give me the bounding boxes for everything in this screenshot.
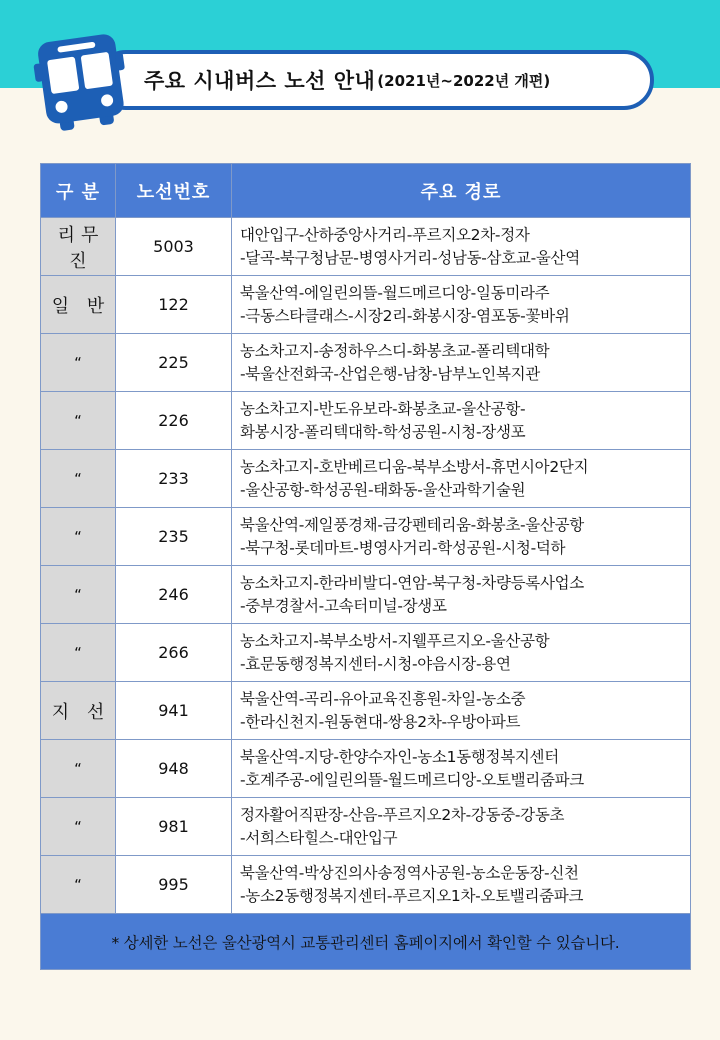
- route-path: [232, 392, 691, 450]
- table-row: [41, 740, 691, 798]
- table-row: [41, 682, 691, 740]
- route-path-line: 정자활어직판장-산음-푸르지오2차-강동중-강동초: [240, 805, 565, 824]
- bus-icon: [32, 28, 128, 132]
- route-category: “: [41, 740, 116, 798]
- table-row: [41, 624, 691, 682]
- route-number: 948: [116, 740, 232, 798]
- page-title: 주요 시내버스 노선 안내: [144, 69, 376, 93]
- route-path-line: 북울산역-지당-한양수자인-농소1동행정복지센터: [240, 747, 559, 766]
- page-subtitle: (2021년~2022년 개편): [377, 71, 551, 90]
- route-path-line: -울산공항-학성공원-태화동-울산과학기술원: [240, 480, 526, 499]
- route-path: [232, 276, 691, 334]
- table-row: [41, 450, 691, 508]
- route-path: [232, 682, 691, 740]
- route-path-line: 북울산역-곡리-유아교육진흥원-차일-농소중: [240, 689, 526, 708]
- route-path-line: 농소차고지-한라비발디-연암-북구청-차량등록사업소: [240, 573, 584, 592]
- table-row: [41, 508, 691, 566]
- route-category: “: [41, 624, 116, 682]
- route-path-line: 농소차고지-북부소방서-지웰푸르지오-울산공항: [240, 631, 550, 650]
- route-path: [232, 624, 691, 682]
- route-category: “: [41, 856, 116, 914]
- footer-row: [41, 914, 691, 970]
- route-number: 981: [116, 798, 232, 856]
- route-path-line: 농소차고지-송정하우스디-화봉초교-폴리텍대학: [240, 341, 550, 360]
- bus-route-table: [40, 163, 691, 970]
- route-path-line: 북울산역-박상진의사송정역사공원-농소운동장-신천: [240, 863, 579, 882]
- route-path-line: -달곡-북구청남문-병영사거리-성남동-삼호교-울산역: [240, 248, 580, 267]
- route-number: 995: [116, 856, 232, 914]
- route-path-line: 농소차고지-반도유보라-화봉초교-울산공항-: [240, 399, 526, 418]
- route-path: [232, 856, 691, 914]
- table-row: [41, 856, 691, 914]
- route-number: 5003: [116, 218, 232, 276]
- route-category: “: [41, 334, 116, 392]
- route-category: “: [41, 392, 116, 450]
- table-header-row: [41, 164, 691, 218]
- route-path-line: -중부경찰서-고속터미널-장생포: [240, 596, 447, 615]
- route-category: 리무진: [41, 218, 116, 276]
- route-path-line: -북울산전화국-산업은행-남창-남부노인복지관: [240, 364, 540, 383]
- route-path-line: 북울산역-제일풍경채-금강펜테리움-화봉초-울산공항: [240, 515, 584, 534]
- table-row: [41, 334, 691, 392]
- route-number: 235: [116, 508, 232, 566]
- route-number: 226: [116, 392, 232, 450]
- route-path: [232, 508, 691, 566]
- route-number: 246: [116, 566, 232, 624]
- route-path-line: 대안입구-산하중앙사거리-푸르지오2차-정자: [240, 225, 530, 244]
- route-path: [232, 740, 691, 798]
- route-category: 지 선: [41, 682, 116, 740]
- route-category: “: [41, 798, 116, 856]
- route-number: 225: [116, 334, 232, 392]
- route-path-line: -농소2동행정복지센터-푸르지오1차-오토밸리줌파크: [240, 886, 584, 905]
- route-path: [232, 450, 691, 508]
- route-path-line: -효문동행정복지센터-시청-야음시장-용연: [240, 654, 511, 673]
- table-row: [41, 798, 691, 856]
- route-path-line: -극동스타클래스-시장2리-화봉시장-염포동-꽃바위: [240, 306, 570, 325]
- route-number: 233: [116, 450, 232, 508]
- header-main-route: 주요 경로: [232, 164, 691, 218]
- route-number: 122: [116, 276, 232, 334]
- route-path: [232, 798, 691, 856]
- header-route-number: 노선번호: [116, 164, 232, 218]
- route-path-line: -북구청-롯데마트-병영사거리-학성공원-시청-덕하: [240, 538, 566, 557]
- route-category: “: [41, 450, 116, 508]
- route-path-line: -호계주공-에일린의뜰-월드메르디앙-오토밸리줌파크: [240, 770, 584, 789]
- route-path-line: 농소차고지-호반베르디움-북부소방서-휴먼시아2단지: [240, 457, 589, 476]
- table-row: [41, 218, 691, 276]
- route-path: [232, 566, 691, 624]
- table-row: [41, 566, 691, 624]
- header-category: 구 분: [41, 164, 116, 218]
- route-number: 266: [116, 624, 232, 682]
- title-banner: [96, 50, 654, 110]
- footer-note: * 상세한 노선은 울산광역시 교통관리센터 홈페이지에서 확인할 수 있습니다.: [41, 914, 691, 970]
- route-path-line: 북울산역-에일린의뜰-월드메르디앙-일동미라주: [240, 283, 550, 302]
- route-path-line: -서희스타힐스-대안입구: [240, 828, 398, 847]
- route-category: “: [41, 508, 116, 566]
- route-category: “: [41, 566, 116, 624]
- route-path: [232, 334, 691, 392]
- table-row: [41, 276, 691, 334]
- route-path-line: 화봉시장-폴리텍대학-학성공원-시청-장생포: [240, 422, 526, 441]
- route-path-line: -한라신천지-원동현대-쌍용2차-우방아파트: [240, 712, 521, 731]
- route-path: [232, 218, 691, 276]
- table-row: [41, 392, 691, 450]
- route-number: 941: [116, 682, 232, 740]
- route-category: 일 반: [41, 276, 116, 334]
